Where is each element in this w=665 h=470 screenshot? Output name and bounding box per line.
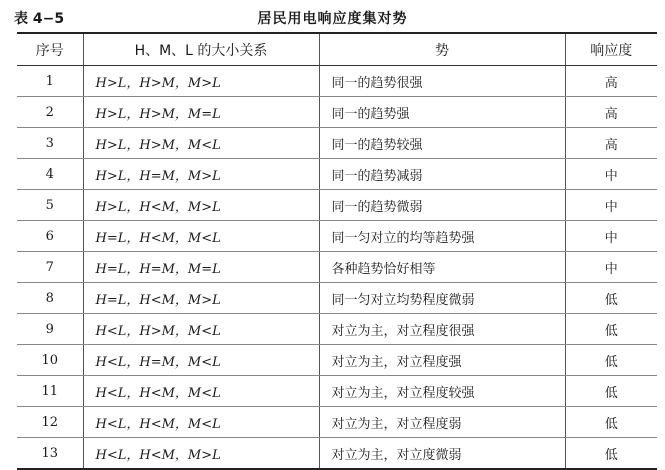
row-relation: H>L，H=M，M>L [83, 159, 319, 190]
header-trend: 势 [319, 33, 565, 66]
row-response: 低 [565, 407, 657, 438]
row-index: 10 [17, 345, 83, 376]
table-row [17, 407, 657, 438]
table-row [17, 66, 657, 97]
table-row [17, 314, 657, 345]
table-row [17, 252, 657, 283]
row-trend: 同一的趋势较强 [319, 128, 565, 159]
row-trend: 对立为主，对立度微弱 [319, 438, 565, 470]
row-trend: 对立为主，对立程度较强 [319, 376, 565, 407]
row-trend: 对立为主，对立程度弱 [319, 407, 565, 438]
table-title: 居民用电响应度集对势 [257, 11, 408, 27]
table-row [17, 345, 657, 376]
table-row [17, 190, 657, 221]
row-relation: H>L，H<M，M>L [83, 190, 319, 221]
row-trend: 各种趋势恰好相等 [319, 252, 565, 283]
row-response: 高 [565, 128, 657, 159]
row-index: 13 [17, 438, 83, 470]
row-relation: H<L，H<M，M>L [83, 438, 319, 470]
row-trend: 对立为主，对立程度很强 [319, 314, 565, 345]
row-response: 高 [565, 97, 657, 128]
row-response: 低 [565, 438, 657, 470]
table-row [17, 283, 657, 314]
row-response: 中 [565, 221, 657, 252]
header-relation: H、M、L 的大小关系 [83, 33, 319, 66]
row-relation: H<L，H<M，M<L [83, 407, 319, 438]
row-index: 3 [17, 128, 83, 159]
row-response: 低 [565, 376, 657, 407]
row-response: 低 [565, 283, 657, 314]
table-row [17, 221, 657, 252]
row-response: 中 [565, 190, 657, 221]
header-index: 序号 [17, 33, 83, 66]
table-row [17, 376, 657, 407]
row-trend: 同一的趋势减弱 [319, 159, 565, 190]
header-row [17, 33, 657, 66]
row-trend: 同一的趋势强 [319, 97, 565, 128]
row-index: 7 [17, 252, 83, 283]
row-index: 4 [17, 159, 83, 190]
row-index: 1 [17, 66, 83, 97]
row-relation: H<L，H>M，M<L [83, 314, 319, 345]
header-response: 响应度 [565, 33, 657, 66]
row-relation: H>L，H>M，M=L [83, 97, 319, 128]
table-number: 表 4−5 [14, 11, 65, 27]
row-response: 高 [565, 66, 657, 97]
row-relation: H=L，H=M，M=L [83, 252, 319, 283]
row-relation: H>L，H>M，M>L [83, 66, 319, 97]
row-response: 中 [565, 252, 657, 283]
table-row [17, 438, 657, 470]
table-caption [0, 8, 665, 30]
table-row [17, 159, 657, 190]
response-table [17, 32, 657, 470]
row-trend: 同一的趋势很强 [319, 66, 565, 97]
row-index: 6 [17, 221, 83, 252]
table-row [17, 128, 657, 159]
row-relation: H<L，H=M，M<L [83, 345, 319, 376]
row-index: 5 [17, 190, 83, 221]
row-index: 12 [17, 407, 83, 438]
table-row [17, 97, 657, 128]
row-trend: 同一匀对立均势程度微弱 [319, 283, 565, 314]
row-relation: H=L，H<M，M<L [83, 221, 319, 252]
row-index: 2 [17, 97, 83, 128]
row-trend: 对立为主，对立程度强 [319, 345, 565, 376]
row-index: 11 [17, 376, 83, 407]
row-trend: 同一的趋势微弱 [319, 190, 565, 221]
row-index: 9 [17, 314, 83, 345]
row-relation: H=L，H<M，M>L [83, 283, 319, 314]
row-response: 低 [565, 314, 657, 345]
row-relation: H>L，H>M，M<L [83, 128, 319, 159]
row-relation: H<L，H<M，M<L [83, 376, 319, 407]
row-response: 低 [565, 345, 657, 376]
row-response: 中 [565, 159, 657, 190]
row-index: 8 [17, 283, 83, 314]
row-trend: 同一匀对立的均等趋势强 [319, 221, 565, 252]
